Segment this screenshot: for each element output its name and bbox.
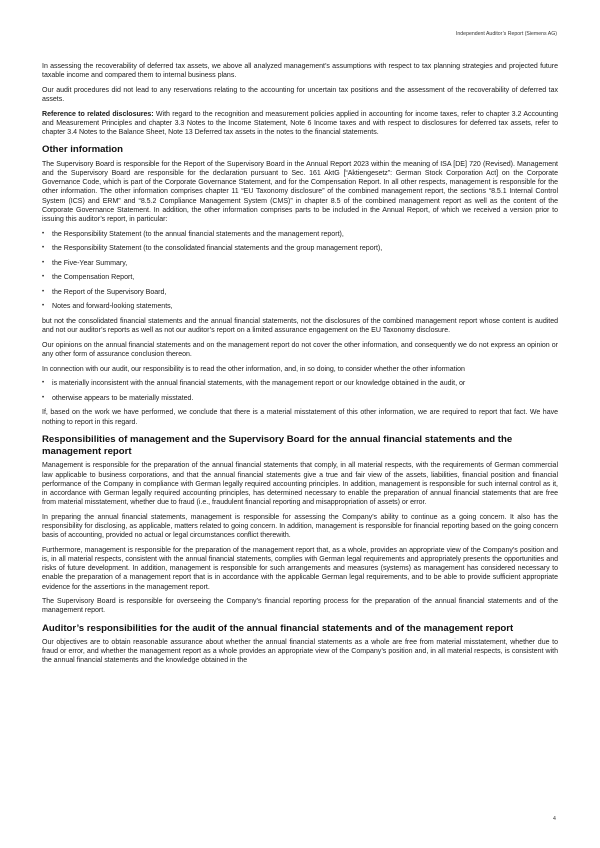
paragraph <box>42 110 558 138</box>
section-heading-auditor-responsibilities: Auditor’s responsibilities for the audit of the annual financial statements and of the management report <box>42 622 514 634</box>
paragraph: In connection with our audit, our responsibility is to read the other information, and, in so doing, to consider whether the other information <box>42 365 465 373</box>
paragraph: Management is responsible for the preparation of the annual financial statements that comply, in all material respects, with the requirements of German commercial law applicable to business corporations, and that the annual financial statements give a true and fair view of the assets, liabilities, financial position and financial performance of the Company in compliance with German legally required accounting principles. In addition, management is responsible for such internal control as it, in accordance with German legally required accounting principles, has determined necessary to enable the preparation of annual financial statements that are free from material misstatement, whether due to fraud (i.e., fraudulent financial reporting and misappropriation of assets) or error. <box>42 462 558 507</box>
paragraph: If, based on the work we have performed, we conclude that there is a material misstatement of this other information, we are required to report that fact. We have nothing to report in this regard. <box>42 409 558 426</box>
paragraph: Furthermore, management is responsible for the preparation of the management report that, as a whole, provides an appropriate view of the Company’s position and is, in all material respects, consistent with the annual financial statements, complies with German legal requirements and appropriately presents the opportunities and risks of future development. In addition, management is responsible for such arrangements and measures (systems) as management has considered necessary to enable the preparation of a management report that is in accordance with the applicable German legal requirements, and to be able to provide sufficient appropriate evidence for the assertions in the management report. <box>42 546 558 591</box>
paragraph: Our audit procedures did not lead to any reservations relating to the accounting for uncertain tax positions and the assessment of the recoverability of deferred tax assets. <box>42 86 558 103</box>
list-item: • the Report of the Supervisory Board, <box>42 288 558 297</box>
reference-label: Reference to related disclosures: <box>42 110 154 118</box>
list-item: • otherwise appears to be materially misstated. <box>42 394 558 403</box>
paragraph: Our objectives are to obtain reasonable assurance about whether the annual financial statements as a whole are free from material misstatement, whether due to fraud or error, and whether the management report as a whole provides an appropriate view of the Company’s position and, in all material respects, is consistent with the annual financial statements and the knowledge obtained in the <box>42 639 558 665</box>
section-heading-other-information: Other information <box>42 144 124 156</box>
reference-text: With regard to the recognition and measurement policies applied in accounting for income taxes, refer to chapter 3.2 Accounting and Measurement Principles and chapter 3.3 Notes to the Income Statement, Note 6 Income taxes and with respect to disclosures for deferred tax assets, refer to chapter 3.4 Notes to the Balance Sheet, Note 13 Deferred tax assets in the notes to the financial statements. <box>42 110 558 136</box>
paragraph: Our opinions on the annual financial statements and on the management report do not cover the other information, and consequently we do not express an opinion or any other form of assurance conclusion thereon. <box>42 341 558 359</box>
list-item: • the Compensation Report, <box>42 273 558 282</box>
paragraph: In preparing the annual financial statements, management is responsible for assessing the Company’s ability to continue as a going concern. It also has the responsibility for disclosing, as applicable, matters related to going concern. In addition, management is responsible for financial reporting based on the going concern basis of accounting, provided no actual or legal circumstances conflict therewith. <box>42 513 558 540</box>
bullet-list <box>42 379 558 403</box>
paragraph: The Supervisory Board is responsible for overseeing the Company’s financial reporting process for the preparation of the annual financial statements and of the management report. <box>42 598 558 615</box>
bullet-list <box>42 230 558 312</box>
list-item: • the Responsibility Statement (to the annual financial statements and the management report), <box>42 230 558 239</box>
paragraph: In assessing the recoverability of deferred tax assets, we above all analyzed management’s assumptions with respect to tax planning strategies and projected future taxable income and compared them to internal business plans. <box>42 63 558 80</box>
list-item: • is materially inconsistent with the annual financial statements, with the management report or our knowledge obtained in the audit, or <box>42 379 558 388</box>
list-item: • Notes and forward-looking statements, <box>42 302 558 311</box>
list-item: • the Five-Year Summary, <box>42 259 558 268</box>
section-heading-management-responsibilities: Responsibilities of management and the Supervisory Board for the annual financial statements and the management report <box>42 433 513 457</box>
document-body <box>42 62 558 671</box>
paragraph: The Supervisory Board is responsible for the Report of the Supervisory Board in the Annual Report 2023 within the meaning of ISA [DE] 720 (Revised). Management and the Supervisory Board are responsible for the declaration pursuant to Sec. 161 AktG [“Aktiengesetz”: German Stock Corporation Act] on the Corporate Governance Code, which is part of the Corporate Governance Statement, and for the Compensation Report. In all other respects, management is responsible for the other information. The other information comprises chapter 11 “EU Taxonomy disclosure” of the combined management report, the sections “8.5.1 Internal Control System (ICS) and ERM” and “8.5.2 Compliance Management System (CMS)” in chapter 8.5 of the combined management report as well as the content of the Corporate Governance Statement. In addition, the other information comprises parts to be included in the Annual Report, of which we received a version prior to issuing this auditor’s report, in particular: <box>42 160 558 223</box>
list-item: • the Responsibility Statement (to the consolidated financial statements and the group management report), <box>42 244 558 253</box>
running-header: Independent Auditor’s Report (Siemens AG) <box>455 31 557 37</box>
paragraph: but not the consolidated financial statements and the annual financial statements, not the disclosures of the combined management report whose content is audited and not our auditor’s reports as well as not our auditor’s report on a limited assurance engagement on the EU Taxonomy disclosure. <box>42 318 558 335</box>
page-number: 4 <box>553 816 556 822</box>
